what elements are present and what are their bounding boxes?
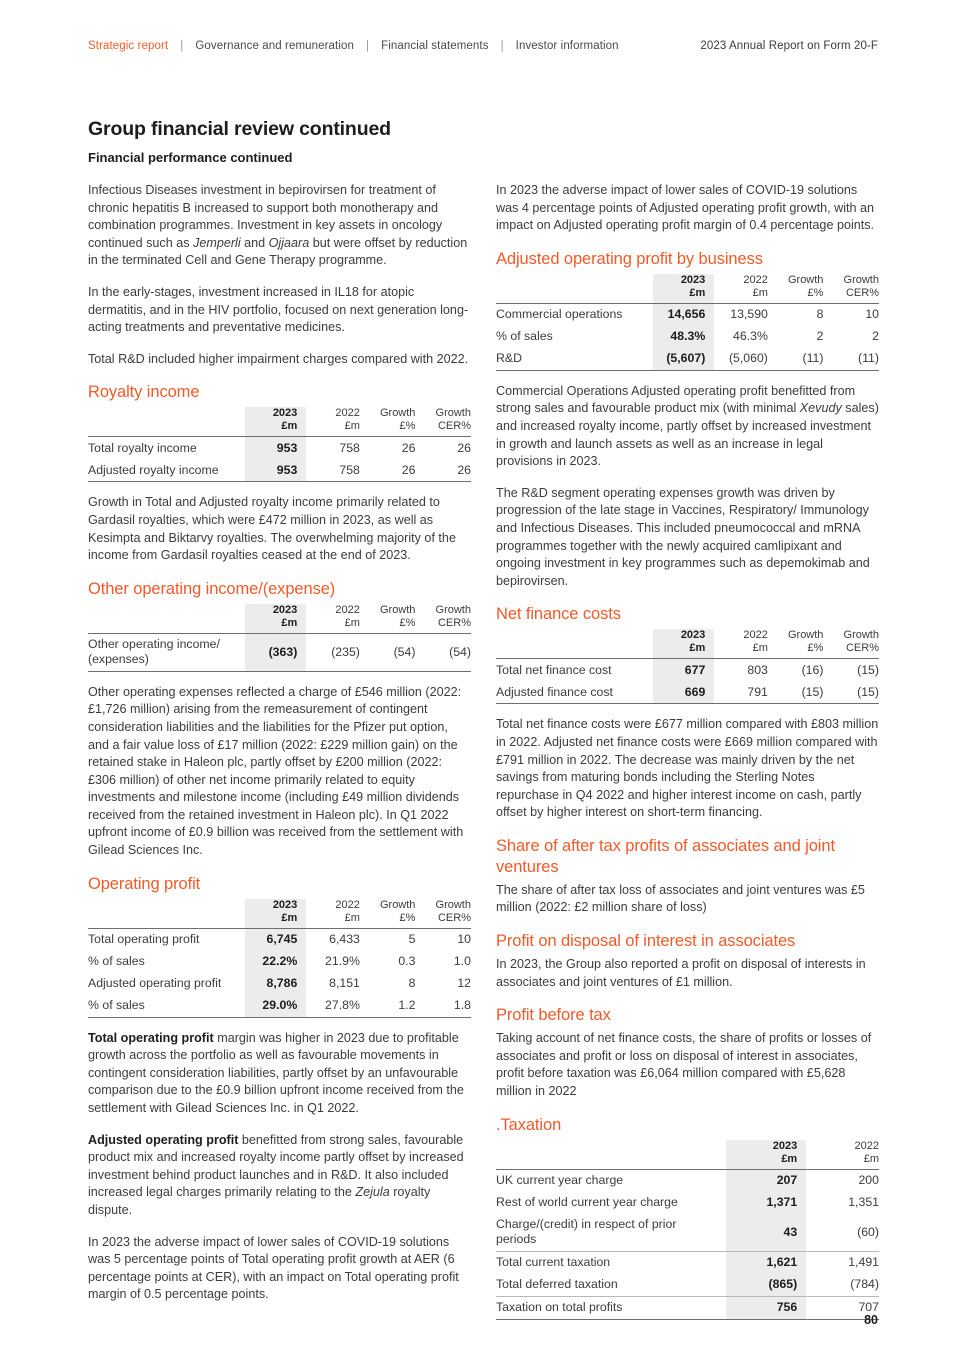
paragraph-covid-impact-total: In 2023 the adverse impact of lower sales of COVID-19 solutions was 5 percentage points of Total operating profit growth at AER (6 percentage points at CER), with an impact on Total operating profit margin of 0.5 percentage points. bbox=[88, 1234, 459, 1302]
cell-2023: 43 bbox=[726, 1214, 806, 1252]
cell-2023: 207 bbox=[726, 1169, 806, 1192]
cell-growth-cer: (15) bbox=[857, 662, 879, 677]
cell-2023: 48.3% bbox=[653, 326, 714, 348]
table-header-row bbox=[88, 899, 471, 929]
cell-2022: 758 bbox=[306, 459, 360, 482]
text-run: Infectious Diseases investment in bepirovirsen for treatment of chronic hepatitis B increased to support both monotherapy and combination programmes. Investment in key assets in oncology continued such as bbox=[88, 183, 443, 250]
cell-2022: 200 bbox=[858, 1173, 879, 1188]
cell-2022: (235) bbox=[306, 633, 360, 671]
row-label: R&D bbox=[496, 348, 653, 371]
table-operating-profit bbox=[88, 899, 471, 1018]
heading-adjusted-operating-profit-by-business: Adjusted operating profit by business bbox=[496, 249, 763, 268]
cell-2023: 6,745 bbox=[245, 928, 306, 951]
column-header-2022: 2022 £m bbox=[306, 407, 360, 437]
row-label: Total net finance cost bbox=[496, 662, 612, 677]
column-header-label bbox=[88, 899, 245, 929]
cell-growth-gbp: 1.2 bbox=[360, 995, 416, 1018]
table-row bbox=[496, 326, 879, 348]
product-name-ojjaara: Ojjaara bbox=[268, 235, 310, 250]
header-nav bbox=[88, 40, 619, 52]
cell-growth-cer: 1.0 bbox=[453, 954, 471, 969]
paragraph-covid-impact-adjusted: In 2023 the adverse impact of lower sales of COVID-19 solutions was 4 percentage points of Adjusted operating profit growth, with an impact on Adjusted operating profit margin of 0.4 percentage points. bbox=[496, 183, 875, 233]
table-row bbox=[496, 1192, 879, 1214]
cell-2023: (5,607) bbox=[653, 348, 714, 371]
cell-2023: 756 bbox=[726, 1296, 806, 1319]
cell-growth-cer: 1.8 bbox=[415, 995, 471, 1018]
row-label: Adjusted finance cost bbox=[496, 681, 653, 704]
column-header-growth-cer: Growth CER% bbox=[823, 629, 879, 659]
paragraph-total-operating-profit bbox=[88, 1030, 471, 1118]
column-header-growth-gbp: Growth £% bbox=[360, 604, 416, 634]
cell-growth-cer: 10 bbox=[865, 307, 879, 322]
page-number: 80 bbox=[864, 1313, 878, 1327]
paragraph-total-rd: Total R&D included higher impairment charges compared with 2022. bbox=[88, 351, 469, 366]
table-header-row bbox=[88, 407, 471, 437]
table-header-row bbox=[496, 1140, 879, 1170]
cell-growth-gbp: 26 bbox=[360, 459, 416, 482]
cell-2023: 669 bbox=[653, 681, 714, 704]
product-name-xevudy: Xevudy bbox=[799, 401, 842, 416]
table-row bbox=[496, 681, 879, 704]
paragraph-other-operating-expenses: Other operating expenses reflected a charge of £546 million (2022: £1,726 million) arising from the remeasurement of contingent consideration liabilities and the liabilities for the Pfizer put option, and a fair value loss of £17 million (2022: £229 million gain) on the retained stake in Haleon plc, partly offset by £200 million (2022: £306 million) of other net income primarily related to equity investments and milestone income (including £49 million dividends received from the retained investment in Haleon plc). In Q1 2022 upfront income of £0.9 billion was received from the settlement with Gilead Sciences Inc. bbox=[88, 684, 464, 858]
section-subtitle: Financial performance continued bbox=[88, 150, 293, 165]
paragraph-net-finance-costs: Total net finance costs were £677 million compared with £803 million in 2022. Adjusted net finance costs were £669 million compared with £791 million in 2022. The decrease was mainly driven by the net savings from maturing bonds including the Sterling Notes repurchase in Q4 2022 and higher interest income on cash, partly offset by higher interest on short-term financing. bbox=[496, 717, 879, 820]
column-header-growth-gbp: Growth £% bbox=[768, 274, 824, 304]
table-row bbox=[496, 659, 879, 682]
text-run: and bbox=[240, 235, 269, 250]
row-label: Adjusted operating profit bbox=[88, 976, 222, 991]
cell-2023: 1,621 bbox=[726, 1251, 806, 1274]
cell-growth-gbp: 5 bbox=[408, 932, 416, 947]
nav-item-investor-information[interactable]: Investor information bbox=[515, 40, 619, 52]
cell-growth-gbp: (16) bbox=[801, 662, 824, 677]
cell-growth-gbp: 8 bbox=[816, 307, 824, 322]
table-header-row bbox=[88, 604, 471, 634]
cell-growth-gbp: 0.3 bbox=[398, 954, 416, 969]
column-header-2023: 2023 £m bbox=[245, 604, 306, 634]
table-header-row bbox=[496, 629, 879, 659]
heading-net-finance-costs: Net finance costs bbox=[496, 605, 621, 624]
nav-item-strategic-report[interactable]: Strategic report bbox=[88, 40, 169, 52]
cell-2022: 707 bbox=[806, 1296, 879, 1319]
text-run: but were offset by reduction in the terminated Cell and Gene Therapy programme. bbox=[88, 235, 468, 268]
page-header bbox=[88, 40, 878, 52]
table-row bbox=[88, 928, 471, 951]
row-label: Other operating income/ (expenses) bbox=[88, 633, 245, 671]
table-row bbox=[496, 303, 879, 326]
table-row bbox=[88, 633, 471, 671]
cell-growth-gbp: 26 bbox=[401, 440, 416, 455]
cell-growth-gbp: (15) bbox=[768, 681, 824, 704]
heading-profit-before-tax: Profit before tax bbox=[496, 1006, 611, 1025]
row-label: % of sales bbox=[88, 954, 145, 969]
table-row bbox=[496, 1169, 879, 1192]
cell-growth-gbp: 8 bbox=[408, 976, 416, 991]
cell-2022: 791 bbox=[714, 681, 768, 704]
column-header-growth-cer: Growth CER% bbox=[415, 407, 471, 437]
column-header-label bbox=[88, 604, 245, 634]
cell-growth-cer: (54) bbox=[415, 633, 471, 671]
table-row bbox=[496, 1214, 879, 1252]
column-header-2022: 2022 £m bbox=[714, 274, 768, 304]
table-header-row bbox=[496, 274, 879, 304]
table-row bbox=[496, 1251, 879, 1274]
cell-2022: 21.9% bbox=[325, 954, 360, 969]
cell-2022: 803 bbox=[747, 662, 768, 677]
heading-taxation: .Taxation bbox=[496, 1115, 562, 1134]
column-header-2022: 2022 £m bbox=[714, 629, 768, 659]
heading-operating-profit: Operating profit bbox=[88, 874, 201, 893]
table-row bbox=[88, 951, 471, 973]
heading-share-of-after-tax-profits: Share of after tax profits of associates and joint ventures bbox=[496, 836, 835, 876]
paragraph-rd-segment: The R&D segment operating expenses growth was driven by progression of the late stage in Vaccines, Respiratory/ Immunology and Infectious Diseases. This included pneumococcal and mRNA programmes together with the newly acquired camlipixant and ongoing investment in key programmes such as depemokimab and bepirovirsen. bbox=[496, 485, 870, 588]
cell-2022: 8,151 bbox=[329, 976, 360, 991]
row-label: % of sales bbox=[496, 329, 553, 344]
left-column bbox=[88, 182, 471, 1304]
table-row bbox=[496, 348, 879, 371]
column-header-2022: 2022 £m bbox=[806, 1140, 879, 1170]
column-header-2023: 2023 £m bbox=[726, 1140, 806, 1170]
cell-growth-cer: (15) bbox=[823, 681, 879, 704]
cell-2023: 677 bbox=[653, 659, 714, 682]
column-header-2022: 2022 £m bbox=[306, 899, 360, 929]
column-header-growth-gbp: Growth £% bbox=[360, 899, 416, 929]
cell-growth-gbp: (54) bbox=[360, 633, 416, 671]
row-label: Charge/(credit) in respect of prior periods bbox=[496, 1214, 726, 1252]
cell-2022: 46.3% bbox=[733, 329, 768, 344]
column-header-label bbox=[496, 274, 653, 304]
cell-2023: (363) bbox=[245, 633, 306, 671]
row-label: Taxation on total profits bbox=[496, 1296, 726, 1319]
row-label: UK current year charge bbox=[496, 1173, 624, 1188]
table-royalty-income bbox=[88, 407, 471, 482]
row-label: Total deferred taxation bbox=[496, 1274, 726, 1297]
cell-2023: 8,786 bbox=[245, 973, 306, 995]
cell-2022: 1,491 bbox=[848, 1255, 879, 1270]
row-label: Total current taxation bbox=[496, 1255, 611, 1270]
column-header-2023: 2023 £m bbox=[245, 899, 306, 929]
table-net-finance-costs bbox=[496, 629, 879, 704]
text-run: royalty dispute. bbox=[88, 1185, 431, 1217]
paragraph-early-stages: In the early-stages, investment increased in IL18 for atopic dermatitis, and in the HIV portfolio, focused on next generation long-acting treatments and preventative medicines. bbox=[88, 284, 469, 335]
nav-item-financial-statements[interactable]: Financial statements bbox=[381, 40, 489, 52]
column-header-growth-cer: Growth CER% bbox=[415, 604, 471, 634]
nav-item-governance-and-remuneration[interactable]: Governance and remuneration bbox=[195, 40, 354, 52]
paragraph-commercial-operations bbox=[496, 383, 879, 471]
row-label: Total operating profit bbox=[88, 932, 200, 947]
table-row bbox=[88, 973, 471, 995]
cell-growth-cer: 10 bbox=[457, 932, 471, 947]
cell-2022: (784) bbox=[806, 1274, 879, 1297]
nav-separator: | bbox=[366, 40, 370, 52]
row-label: Rest of world current year charge bbox=[496, 1195, 678, 1210]
column-header-2023: 2023 £m bbox=[653, 629, 714, 659]
paragraph-profit-on-disposal: In 2023, the Group also reported a profit on disposal of interests in associates and joint ventures of £1 million. bbox=[496, 957, 866, 989]
row-label: Adjusted royalty income bbox=[88, 459, 245, 482]
cell-2023: 29.0% bbox=[245, 995, 306, 1018]
cell-growth-cer: 26 bbox=[415, 459, 471, 482]
column-header-label bbox=[88, 407, 245, 437]
report-label: 2023 Annual Report on Form 20-F bbox=[700, 40, 878, 52]
cell-2022: 758 bbox=[339, 440, 360, 455]
table-adjusted-operating-profit-by-business bbox=[496, 274, 879, 371]
cell-2023: 14,656 bbox=[653, 303, 714, 326]
cell-2023: 953 bbox=[245, 437, 306, 460]
table-taxation bbox=[496, 1140, 879, 1320]
cell-growth-cer: 26 bbox=[457, 440, 471, 455]
text-emphasis: Adjusted operating profit bbox=[88, 1132, 239, 1147]
table-other-operating-income bbox=[88, 604, 471, 672]
cell-2022: (5,060) bbox=[714, 348, 768, 371]
cell-growth-gbp: 2 bbox=[816, 329, 824, 344]
table-row bbox=[88, 995, 471, 1018]
text-run: sales) and increased royalty income, partly offset by increased investment in growth and launch assets as well as an increase in legal provisions in 2023. bbox=[496, 401, 879, 469]
column-header-2023: 2023 £m bbox=[245, 407, 306, 437]
column-header-growth-gbp: Growth £% bbox=[360, 407, 416, 437]
row-label: Commercial operations bbox=[496, 307, 623, 322]
table-row bbox=[496, 1274, 879, 1297]
column-header-growth-cer: Growth CER% bbox=[415, 899, 471, 929]
cell-2022: 27.8% bbox=[306, 995, 360, 1018]
paragraph-share-of-after-tax-profits: The share of after tax loss of associates and joint ventures was £5 million (2022: £2 million share of loss) bbox=[496, 882, 865, 915]
row-label: % of sales bbox=[88, 995, 245, 1018]
page-title: Group financial review continued bbox=[88, 118, 391, 141]
text-run: benefitted from strong sales, favourable product mix and increased royalty income partly offset by increased investment behind product launches and in R&D. It also included increased legal charges primarily relating to the bbox=[88, 1132, 464, 1200]
column-header-2022: 2022 £m bbox=[306, 604, 360, 634]
cell-growth-cer: 2 bbox=[872, 329, 879, 344]
heading-other-operating-income: Other operating income/(expense) bbox=[88, 579, 336, 598]
column-header-growth-cer: Growth CER% bbox=[823, 274, 879, 304]
cell-2022: 1,351 bbox=[848, 1195, 879, 1210]
column-header-growth-gbp: Growth £% bbox=[768, 629, 824, 659]
nav-separator: | bbox=[500, 40, 504, 52]
column-header-2023: 2023 £m bbox=[653, 274, 714, 304]
paragraph-infectious-diseases bbox=[88, 182, 471, 270]
table-row bbox=[496, 1296, 879, 1319]
nav-separator: | bbox=[180, 40, 184, 52]
cell-2022: 6,433 bbox=[329, 932, 360, 947]
heading-royalty-income: Royalty income bbox=[88, 383, 200, 402]
paragraph-adjusted-operating-profit bbox=[88, 1132, 471, 1220]
column-header-label bbox=[496, 629, 653, 659]
cell-growth-cer: (11) bbox=[823, 348, 879, 371]
paragraph-royalty-growth: Growth in Total and Adjusted royalty income primarily related to Gardasil royalties, which were £472 million in 2023, as well as Kesimpta and Biktarvy royalties. The overwhelming majority of the income from Gardasil royalties ceased at the end of 2023. bbox=[88, 495, 456, 563]
product-name-jemperli: Jemperli bbox=[193, 235, 241, 250]
cell-growth-cer: 12 bbox=[457, 976, 471, 991]
product-name-zejula: Zejula bbox=[355, 1185, 390, 1200]
text-emphasis: Total operating profit bbox=[88, 1030, 214, 1045]
text-run: margin was higher in 2023 due to profitable growth across the portfolio as well as favourable movements in contingent consideration liabilities, partly offset by an unfavourable comparison due to the £0.9 billion upfront income received from the settlement with Gilead Sciences Inc. in Q1 2022. bbox=[88, 1030, 464, 1116]
right-column bbox=[496, 182, 879, 1332]
cell-2023: (865) bbox=[726, 1274, 806, 1297]
cell-2023: 953 bbox=[245, 459, 306, 482]
cell-2022: (60) bbox=[806, 1214, 879, 1252]
cell-growth-gbp: (11) bbox=[768, 348, 824, 371]
paragraph-profit-before-tax: Taking account of net finance costs, the share of profits or losses of associates and profit or loss on disposal of interest in associates, profit before taxation was £6,064 million compared with £5,628 million in 2022 bbox=[496, 1031, 872, 1099]
cell-2023: 22.2% bbox=[245, 951, 306, 973]
text-run: Commercial Operations Adjusted operating profit benefitted from strong sales and favourable product mix (with minimal bbox=[496, 383, 856, 416]
cell-2023: 1,371 bbox=[726, 1192, 806, 1214]
cell-2022: 13,590 bbox=[730, 307, 768, 322]
table-row bbox=[88, 437, 471, 460]
row-label: Total royalty income bbox=[88, 440, 197, 455]
table-row bbox=[88, 459, 471, 482]
column-header-label bbox=[496, 1140, 726, 1170]
heading-profit-on-disposal: Profit on disposal of interest in associates bbox=[496, 932, 796, 951]
